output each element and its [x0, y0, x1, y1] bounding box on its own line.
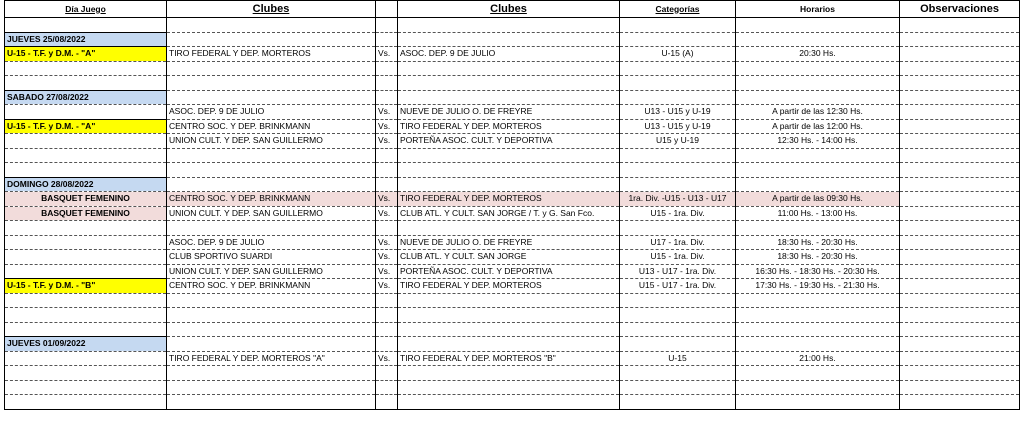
- schedule-table: [4, 0, 1020, 410]
- time-cell: 18:30 Hs. - 20:30 Hs.: [736, 235, 900, 250]
- time-cell: A partir de las 12:00 Hs.: [736, 119, 900, 134]
- away-club-cell: [398, 308, 620, 323]
- observation-cell: [900, 177, 1020, 192]
- category-cell: [620, 380, 736, 395]
- home-club-cell: [167, 32, 376, 47]
- time-cell: [736, 90, 900, 105]
- match-row: [5, 192, 1020, 207]
- header-clubes-local: Clubes: [167, 1, 376, 18]
- time-cell: [736, 148, 900, 163]
- time-cell: 20:30 Hs.: [736, 47, 900, 62]
- away-club-cell: NUEVE DE JULIO O. DE FREYRE: [398, 235, 620, 250]
- category-cell: U15 - U17 - 1ra. Div.: [620, 279, 736, 294]
- home-club-cell: [167, 61, 376, 76]
- away-club-cell: [398, 221, 620, 236]
- observation-cell: [900, 235, 1020, 250]
- time-cell: 17:30 Hs. - 19:30 Hs. - 21:30 Hs.: [736, 279, 900, 294]
- vs-cell: [376, 221, 398, 236]
- time-cell: [736, 76, 900, 91]
- vs-cell: [376, 148, 398, 163]
- vs-cell: [376, 32, 398, 47]
- observation-cell: [900, 61, 1020, 76]
- time-cell: 16:30 Hs. - 18:30 Hs. - 20:30 Hs.: [736, 264, 900, 279]
- time-cell: [736, 366, 900, 381]
- observation-cell: [900, 308, 1020, 323]
- vs-cell: Vs.: [376, 47, 398, 62]
- observation-cell: [900, 192, 1020, 207]
- time-cell: [736, 293, 900, 308]
- time-cell: A partir de las 09:30 Hs.: [736, 192, 900, 207]
- blank-row: [5, 380, 1020, 395]
- vs-cell: [376, 163, 398, 178]
- home-club-cell: TIRO FEDERAL Y DEP. MORTEROS "A": [167, 351, 376, 366]
- day-cell: [5, 308, 167, 323]
- category-cell: U13 - U17 - 1ra. Div.: [620, 264, 736, 279]
- schedule-body: [5, 1, 1020, 410]
- away-club-cell: [398, 18, 620, 33]
- observation-cell: [900, 250, 1020, 265]
- home-club-cell: [167, 308, 376, 323]
- category-cell: U-15 (A): [620, 47, 736, 62]
- observation-cell: [900, 32, 1020, 47]
- away-club-cell: CLUB ATL. Y CULT. SAN JORGE: [398, 250, 620, 265]
- day-cell: [5, 380, 167, 395]
- observation-cell: [900, 76, 1020, 91]
- day-cell: BASQUET FEMENINO: [5, 206, 167, 221]
- observation-cell: [900, 119, 1020, 134]
- match-row: [5, 250, 1020, 265]
- category-cell: [620, 366, 736, 381]
- match-row: [5, 351, 1020, 366]
- day-cell: [5, 293, 167, 308]
- header-clubes-visitante: Clubes: [398, 1, 620, 18]
- vs-cell: Vs.: [376, 206, 398, 221]
- away-club-cell: [398, 76, 620, 91]
- home-club-cell: CENTRO SOC. Y DEP. BRINKMANN: [167, 119, 376, 134]
- day-cell: SABADO 27/08/2022: [5, 90, 167, 105]
- time-cell: [736, 61, 900, 76]
- day-cell: [5, 235, 167, 250]
- away-club-cell: [398, 380, 620, 395]
- home-club-cell: ASOC. DEP. 9 DE JULIO: [167, 105, 376, 120]
- day-cell: JUEVES 25/08/2022: [5, 32, 167, 47]
- header-vs-spacer: [376, 1, 398, 18]
- match-row: [5, 47, 1020, 62]
- home-club-cell: [167, 395, 376, 410]
- observation-cell: [900, 163, 1020, 178]
- day-cell: [5, 76, 167, 91]
- blank-row: [5, 221, 1020, 236]
- category-cell: [620, 337, 736, 352]
- category-cell: [620, 18, 736, 33]
- match-row: [5, 119, 1020, 134]
- category-cell: [620, 148, 736, 163]
- match-row: [5, 279, 1020, 294]
- away-club-cell: [398, 322, 620, 337]
- blank-row: [5, 76, 1020, 91]
- away-club-cell: [398, 90, 620, 105]
- observation-cell: [900, 221, 1020, 236]
- home-club-cell: UNION CULT. Y DEP. SAN GUILLERMO: [167, 206, 376, 221]
- vs-cell: [376, 308, 398, 323]
- away-club-cell: CLUB ATL. Y CULT. SAN JORGE / T. y G. San Fco.: [398, 206, 620, 221]
- header-dia-juego: Día Juego: [5, 1, 167, 18]
- match-row: [5, 134, 1020, 149]
- blank-row: [5, 395, 1020, 410]
- observation-cell: [900, 279, 1020, 294]
- observation-cell: [900, 134, 1020, 149]
- category-cell: U15 - 1ra. Div.: [620, 250, 736, 265]
- vs-cell: [376, 366, 398, 381]
- category-cell: [620, 76, 736, 91]
- observation-cell: [900, 264, 1020, 279]
- time-cell: [736, 308, 900, 323]
- time-cell: 18:30 Hs. - 20:30 Hs.: [736, 250, 900, 265]
- category-cell: [620, 32, 736, 47]
- category-cell: [620, 308, 736, 323]
- category-cell: [620, 395, 736, 410]
- vs-cell: Vs.: [376, 351, 398, 366]
- day-cell: [5, 18, 167, 33]
- home-club-cell: CLUB SPORTIVO SUARDI: [167, 250, 376, 265]
- home-club-cell: [167, 221, 376, 236]
- time-cell: 21:00 Hs.: [736, 351, 900, 366]
- time-cell: [736, 337, 900, 352]
- home-club-cell: CENTRO SOC. Y DEP. BRINKMANN: [167, 279, 376, 294]
- home-club-cell: [167, 293, 376, 308]
- away-club-cell: [398, 61, 620, 76]
- home-club-cell: [167, 90, 376, 105]
- blank-row: [5, 366, 1020, 381]
- blank-row: [5, 18, 1020, 33]
- day-cell: U-15 - T.F. y D.M. - "B": [5, 279, 167, 294]
- observation-cell: [900, 90, 1020, 105]
- day-cell: [5, 105, 167, 120]
- observation-cell: [900, 47, 1020, 62]
- blank-row: [5, 163, 1020, 178]
- time-cell: [736, 395, 900, 410]
- observation-cell: [900, 105, 1020, 120]
- category-cell: U15 - 1ra. Div.: [620, 206, 736, 221]
- day-cell: [5, 221, 167, 236]
- observation-cell: [900, 322, 1020, 337]
- home-club-cell: [167, 18, 376, 33]
- category-cell: U17 - 1ra. Div.: [620, 235, 736, 250]
- observation-cell: [900, 18, 1020, 33]
- day-cell: U-15 - T.F. y D.M. - "A": [5, 119, 167, 134]
- observation-cell: [900, 366, 1020, 381]
- blank-row: [5, 61, 1020, 76]
- vs-cell: [376, 337, 398, 352]
- vs-cell: Vs.: [376, 250, 398, 265]
- time-cell: [736, 18, 900, 33]
- match-row: [5, 105, 1020, 120]
- day-cell: [5, 322, 167, 337]
- home-club-cell: UNION CULT. Y DEP. SAN GUILLERMO: [167, 264, 376, 279]
- category-cell: [620, 163, 736, 178]
- vs-cell: [376, 18, 398, 33]
- observation-cell: [900, 293, 1020, 308]
- vs-cell: [376, 322, 398, 337]
- away-club-cell: [398, 148, 620, 163]
- home-club-cell: [167, 177, 376, 192]
- away-club-cell: PORTEÑA ASOC. CULT. Y DEPORTIVA: [398, 134, 620, 149]
- time-cell: 11:00 Hs. - 13:00 Hs.: [736, 206, 900, 221]
- time-cell: [736, 177, 900, 192]
- category-cell: [620, 177, 736, 192]
- vs-cell: Vs.: [376, 192, 398, 207]
- category-cell: U-15: [620, 351, 736, 366]
- away-club-cell: [398, 163, 620, 178]
- category-cell: [620, 322, 736, 337]
- away-club-cell: [398, 337, 620, 352]
- away-club-cell: ASOC. DEP. 9 DE JULIO: [398, 47, 620, 62]
- away-club-cell: [398, 32, 620, 47]
- header-row: [5, 1, 1020, 18]
- home-club-cell: [167, 148, 376, 163]
- time-cell: [736, 380, 900, 395]
- away-club-cell: TIRO FEDERAL Y DEP. MORTEROS: [398, 192, 620, 207]
- day-cell: [5, 264, 167, 279]
- away-club-cell: TIRO FEDERAL Y DEP. MORTEROS: [398, 119, 620, 134]
- blank-row: [5, 293, 1020, 308]
- vs-cell: [376, 293, 398, 308]
- vs-cell: [376, 90, 398, 105]
- away-club-cell: [398, 395, 620, 410]
- category-cell: [620, 221, 736, 236]
- home-club-cell: [167, 380, 376, 395]
- time-cell: 12:30 Hs. - 14:00 Hs.: [736, 134, 900, 149]
- observation-cell: [900, 148, 1020, 163]
- time-cell: [736, 322, 900, 337]
- day-cell: [5, 148, 167, 163]
- match-row: [5, 206, 1020, 221]
- day-cell: DOMINGO 28/08/2022: [5, 177, 167, 192]
- vs-cell: Vs.: [376, 134, 398, 149]
- home-club-cell: UNION CULT. Y DEP. SAN GUILLERMO: [167, 134, 376, 149]
- away-club-cell: [398, 177, 620, 192]
- vs-cell: [376, 61, 398, 76]
- vs-cell: Vs.: [376, 105, 398, 120]
- home-club-cell: [167, 337, 376, 352]
- day-cell: [5, 366, 167, 381]
- day-cell: [5, 395, 167, 410]
- category-cell: U13 - U15 y U-19: [620, 119, 736, 134]
- away-club-cell: TIRO FEDERAL Y DEP. MORTEROS "B": [398, 351, 620, 366]
- observation-cell: [900, 380, 1020, 395]
- vs-cell: Vs.: [376, 119, 398, 134]
- observation-cell: [900, 337, 1020, 352]
- away-club-cell: NUEVE DE JULIO O. DE FREYRE: [398, 105, 620, 120]
- day-cell: [5, 163, 167, 178]
- home-club-cell: [167, 76, 376, 91]
- time-cell: [736, 32, 900, 47]
- home-club-cell: CENTRO SOC. Y DEP. BRINKMANN: [167, 192, 376, 207]
- away-club-cell: TIRO FEDERAL Y DEP. MORTEROS: [398, 279, 620, 294]
- category-cell: 1ra. Div. -U15 - U13 - U17: [620, 192, 736, 207]
- day-cell: BASQUET FEMENINO: [5, 192, 167, 207]
- home-club-cell: ASOC. DEP. 9 DE JULIO: [167, 235, 376, 250]
- away-club-cell: PORTEÑA ASOC. CULT. Y DEPORTIVA: [398, 264, 620, 279]
- header-categorias: Categorías: [620, 1, 736, 18]
- observation-cell: [900, 395, 1020, 410]
- away-club-cell: [398, 366, 620, 381]
- day-cell: [5, 250, 167, 265]
- vs-cell: [376, 380, 398, 395]
- home-club-cell: [167, 366, 376, 381]
- vs-cell: [376, 76, 398, 91]
- observation-cell: [900, 206, 1020, 221]
- day-cell: JUEVES 01/09/2022: [5, 337, 167, 352]
- blank-row: [5, 148, 1020, 163]
- date-row: [5, 337, 1020, 352]
- vs-cell: [376, 395, 398, 410]
- match-row: [5, 235, 1020, 250]
- category-cell: U15 y U-19: [620, 134, 736, 149]
- category-cell: [620, 293, 736, 308]
- header-observaciones: Observaciones: [900, 1, 1020, 18]
- away-club-cell: [398, 293, 620, 308]
- date-row: [5, 177, 1020, 192]
- vs-cell: [376, 177, 398, 192]
- time-cell: [736, 163, 900, 178]
- vs-cell: Vs.: [376, 264, 398, 279]
- day-cell: [5, 134, 167, 149]
- category-cell: [620, 90, 736, 105]
- category-cell: U13 - U15 y U-19: [620, 105, 736, 120]
- time-cell: [736, 221, 900, 236]
- header-horarios: Horarios: [736, 1, 900, 18]
- day-cell: U-15 - T.F. y D.M. - "A": [5, 47, 167, 62]
- vs-cell: Vs.: [376, 235, 398, 250]
- vs-cell: Vs.: [376, 279, 398, 294]
- date-row: [5, 90, 1020, 105]
- observation-cell: [900, 351, 1020, 366]
- day-cell: [5, 61, 167, 76]
- home-club-cell: [167, 322, 376, 337]
- home-club-cell: TIRO FEDERAL Y DEP. MORTEROS: [167, 47, 376, 62]
- time-cell: A partir de las 12:30 Hs.: [736, 105, 900, 120]
- blank-row: [5, 322, 1020, 337]
- match-row: [5, 264, 1020, 279]
- blank-row: [5, 308, 1020, 323]
- category-cell: [620, 61, 736, 76]
- day-cell: [5, 351, 167, 366]
- date-row: [5, 32, 1020, 47]
- home-club-cell: [167, 163, 376, 178]
